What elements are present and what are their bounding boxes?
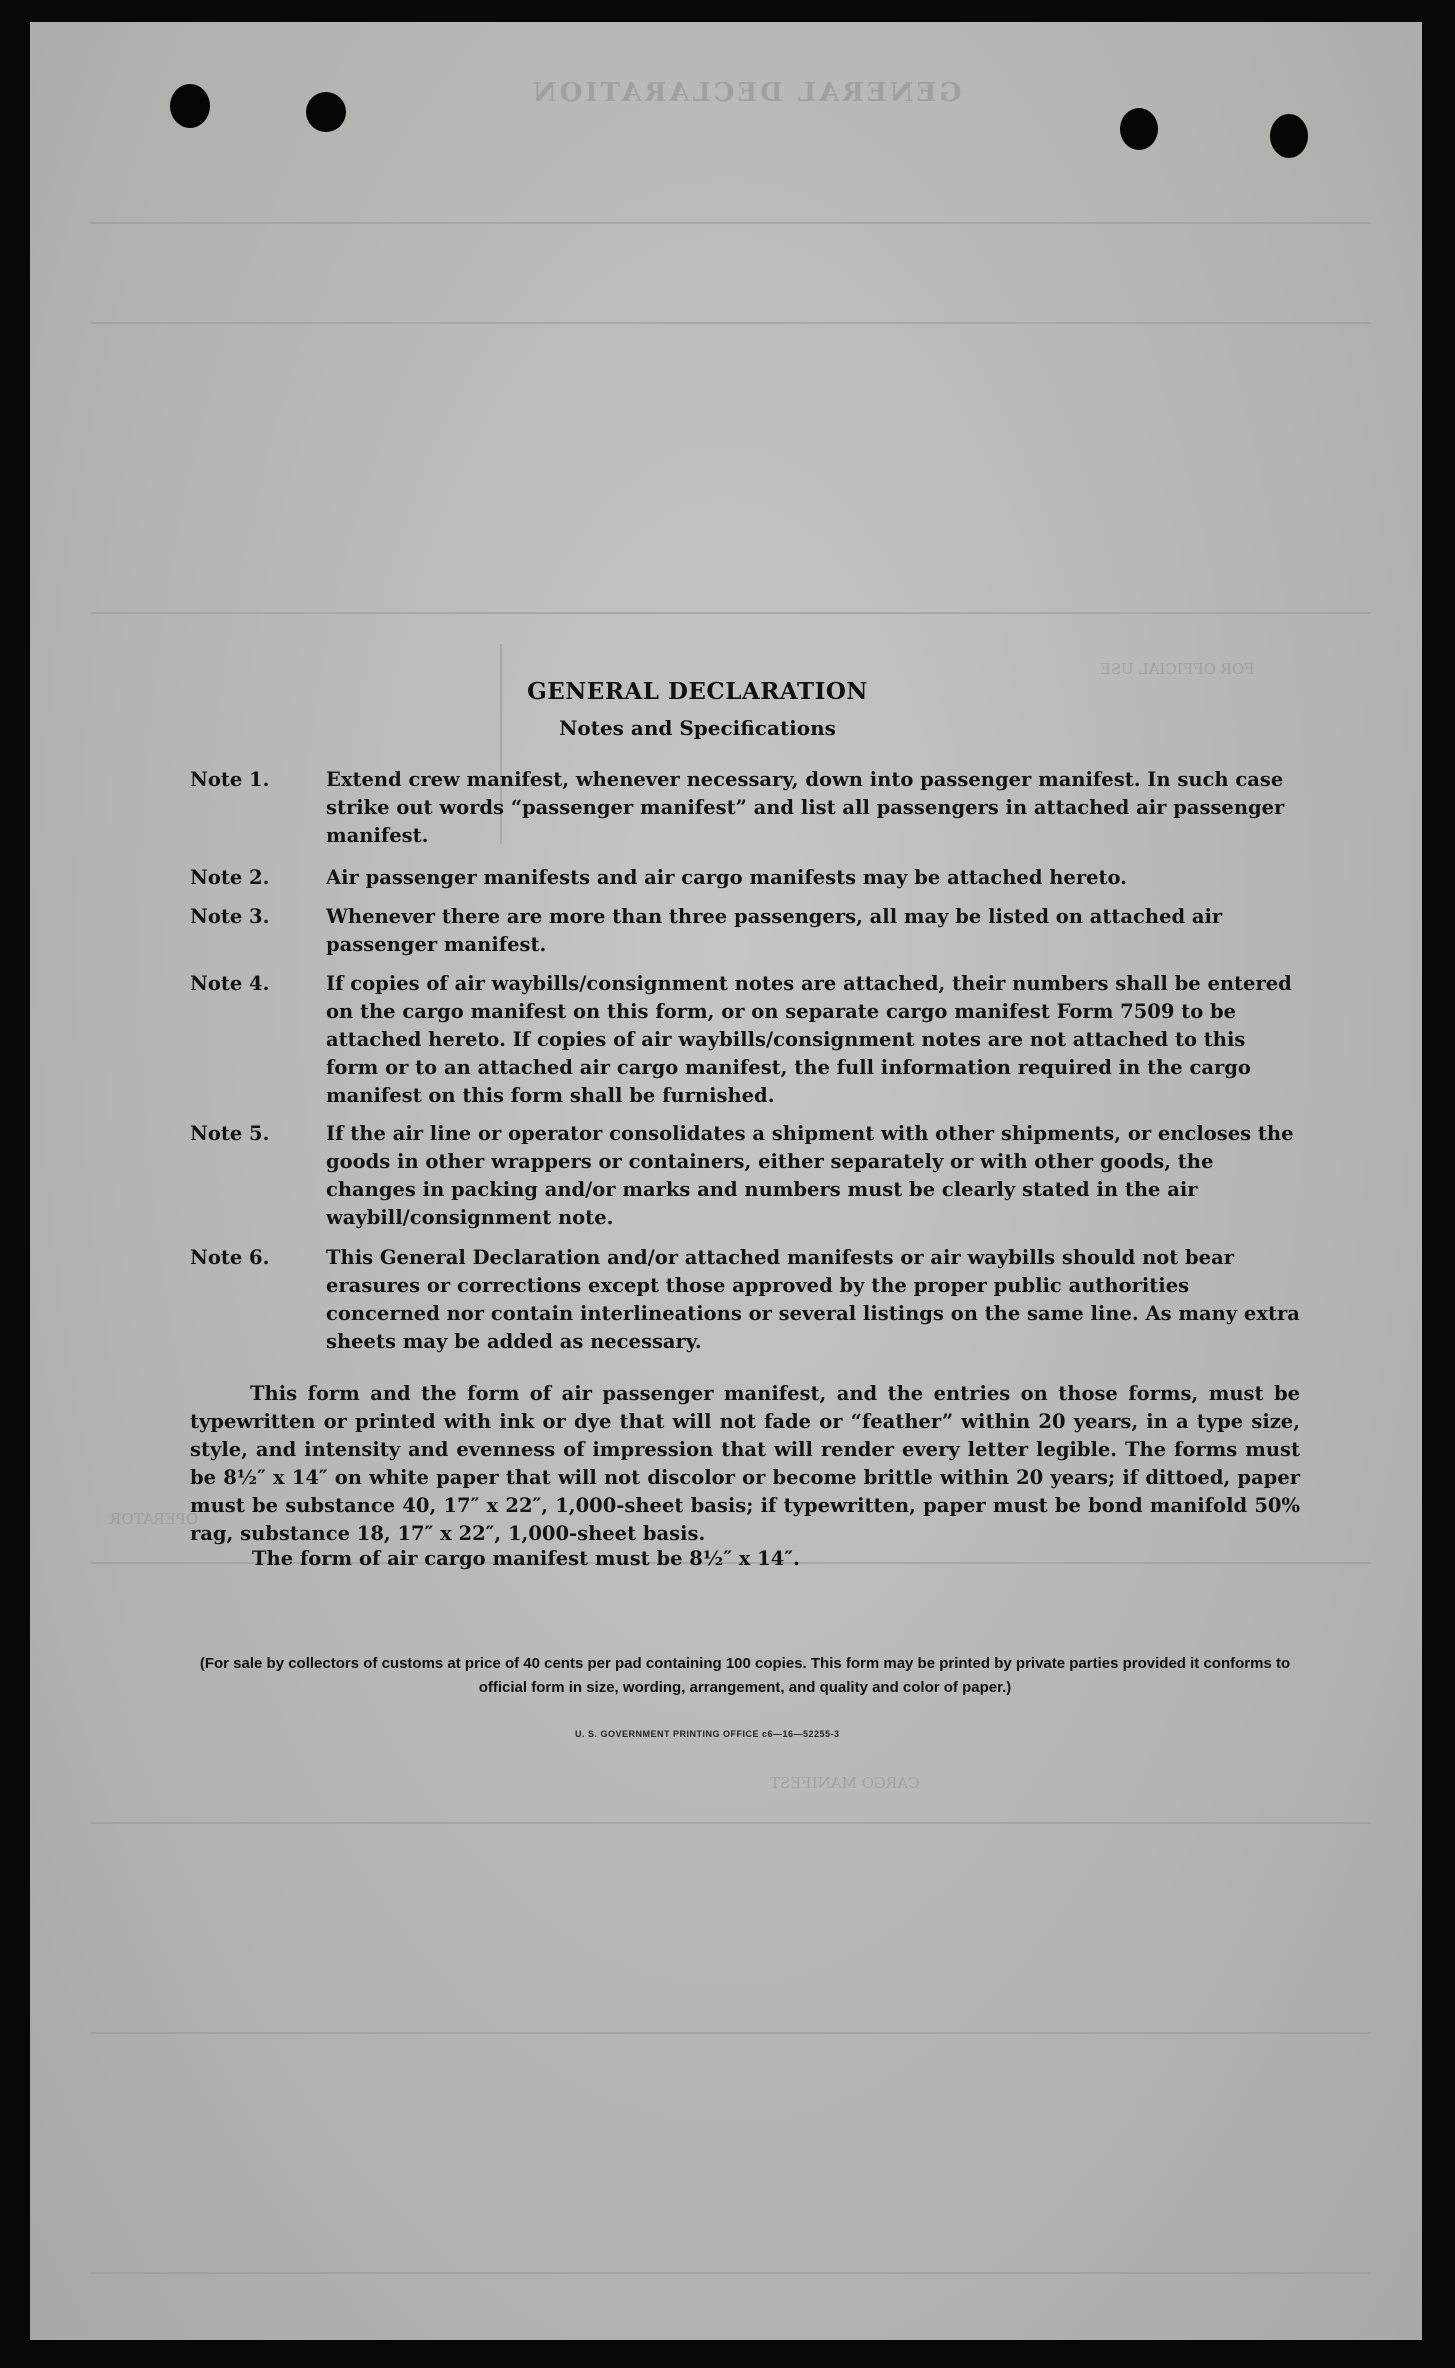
document-subtitle: Notes and Specifications [559,716,836,740]
bleed-line [90,1822,1370,1824]
punch-hole-left-1 [170,84,210,128]
note-5-label: Note 5. [190,1122,270,1145]
note-6 [190,1244,1300,1356]
note-4 [190,970,1300,1110]
note-4-text: If copies of air waybills/consignment notes are attached, their numbers shall be entered on the cargo manifest on this form, or on separate cargo manifest Form 7509 to be attached hereto. If copies of air waybills/consignment notes are not attached to this form or to an attached air cargo manifest, the full information required in the cargo manifest on this form shall be furnished. [326,972,1292,1107]
note-4-label: Note 4. [190,972,270,995]
bleed-line [90,322,1370,324]
bleed-through-operator: OPERATOR [110,1510,199,1528]
cargo-manifest-size: The form of air cargo manifest must be 8½″ x 14″. [252,1547,800,1570]
bleed-line [90,2032,1370,2034]
bleed-through-heading: GENERAL DECLARATION [530,78,962,108]
sale-note: (For sale by collectors of customs at price of 40 cents per pad containing 100 copies. This form may be printed by private parties provided it conforms to official form in size, wording, arrangement, and quality and color of paper.) [199,1655,1291,1696]
note-6-text: This General Declaration and/or attached manifests or air waybills should not bear erasures or corrections except those approved by the proper public authorities concerned nor contain interlineations or several listings on the same line. As many extra sheets may be added as necessary. [326,1246,1300,1353]
note-2-label: Note 2. [190,866,270,889]
note-1-text: Extend crew manifest, whenever necessary, down into passenger manifest. In such case strike out words “passenger manifest” and list all passengers in attached air passenger manifest. [326,768,1285,847]
bleed-line [90,612,1370,614]
note-3 [190,903,1300,959]
printer-imprint: U. S. GOVERNMENT PRINTING OFFICE c6—16—52255-3 [575,1729,840,1739]
bleed-through-cargo-manifest: CARGO MANIFEST [770,1774,920,1792]
bleed-line [90,222,1370,224]
note-3-label: Note 3. [190,905,270,928]
note-2 [190,864,1300,892]
form-requirements-paragraph: This form and the form of air passenger manifest, and the entries on those forms, must be typewritten or printed with ink or dye that will not fade or “feather” within 20 years, in a type size, style, and intensity and evenness of impression that will render every letter legible. The forms must be 8½″ x 14″ on white paper that will not discolor or become brittle within 20 years; if dittoed, paper must be substance 40, 17″ x 22″, 1,000-sheet basis; if typewritten, paper must be bond manifold 50% rag, substance 18, 17″ x 22″, 1,000-sheet basis. [190,1382,1300,1545]
note-5-text: If the air line or operator consolidates a shipment with other shipments, or encloses the goods in other wrappers or containers, either separately or with other goods, the changes in packing and/or marks and numbers must be clearly stated in the air waybill/consignment note. [326,1122,1294,1229]
note-1 [190,766,1300,850]
punch-hole-left-2 [306,92,346,132]
punch-hole-right-2 [1270,114,1308,158]
note-3-text: Whenever there are more than three passengers, all may be listed on attached air passenger manifest. [326,905,1223,956]
document-title: GENERAL DECLARATION [527,678,868,705]
note-5 [190,1120,1300,1232]
note-6-label: Note 6. [190,1246,270,1269]
punch-hole-right-1 [1120,108,1158,150]
note-2-text: Air passenger manifests and air cargo manifests may be attached hereto. [326,866,1127,889]
bleed-through-official-use: FOR OFFICIAL USE [1100,660,1255,678]
bleed-line [90,2272,1370,2274]
note-1-label: Note 1. [190,768,270,791]
